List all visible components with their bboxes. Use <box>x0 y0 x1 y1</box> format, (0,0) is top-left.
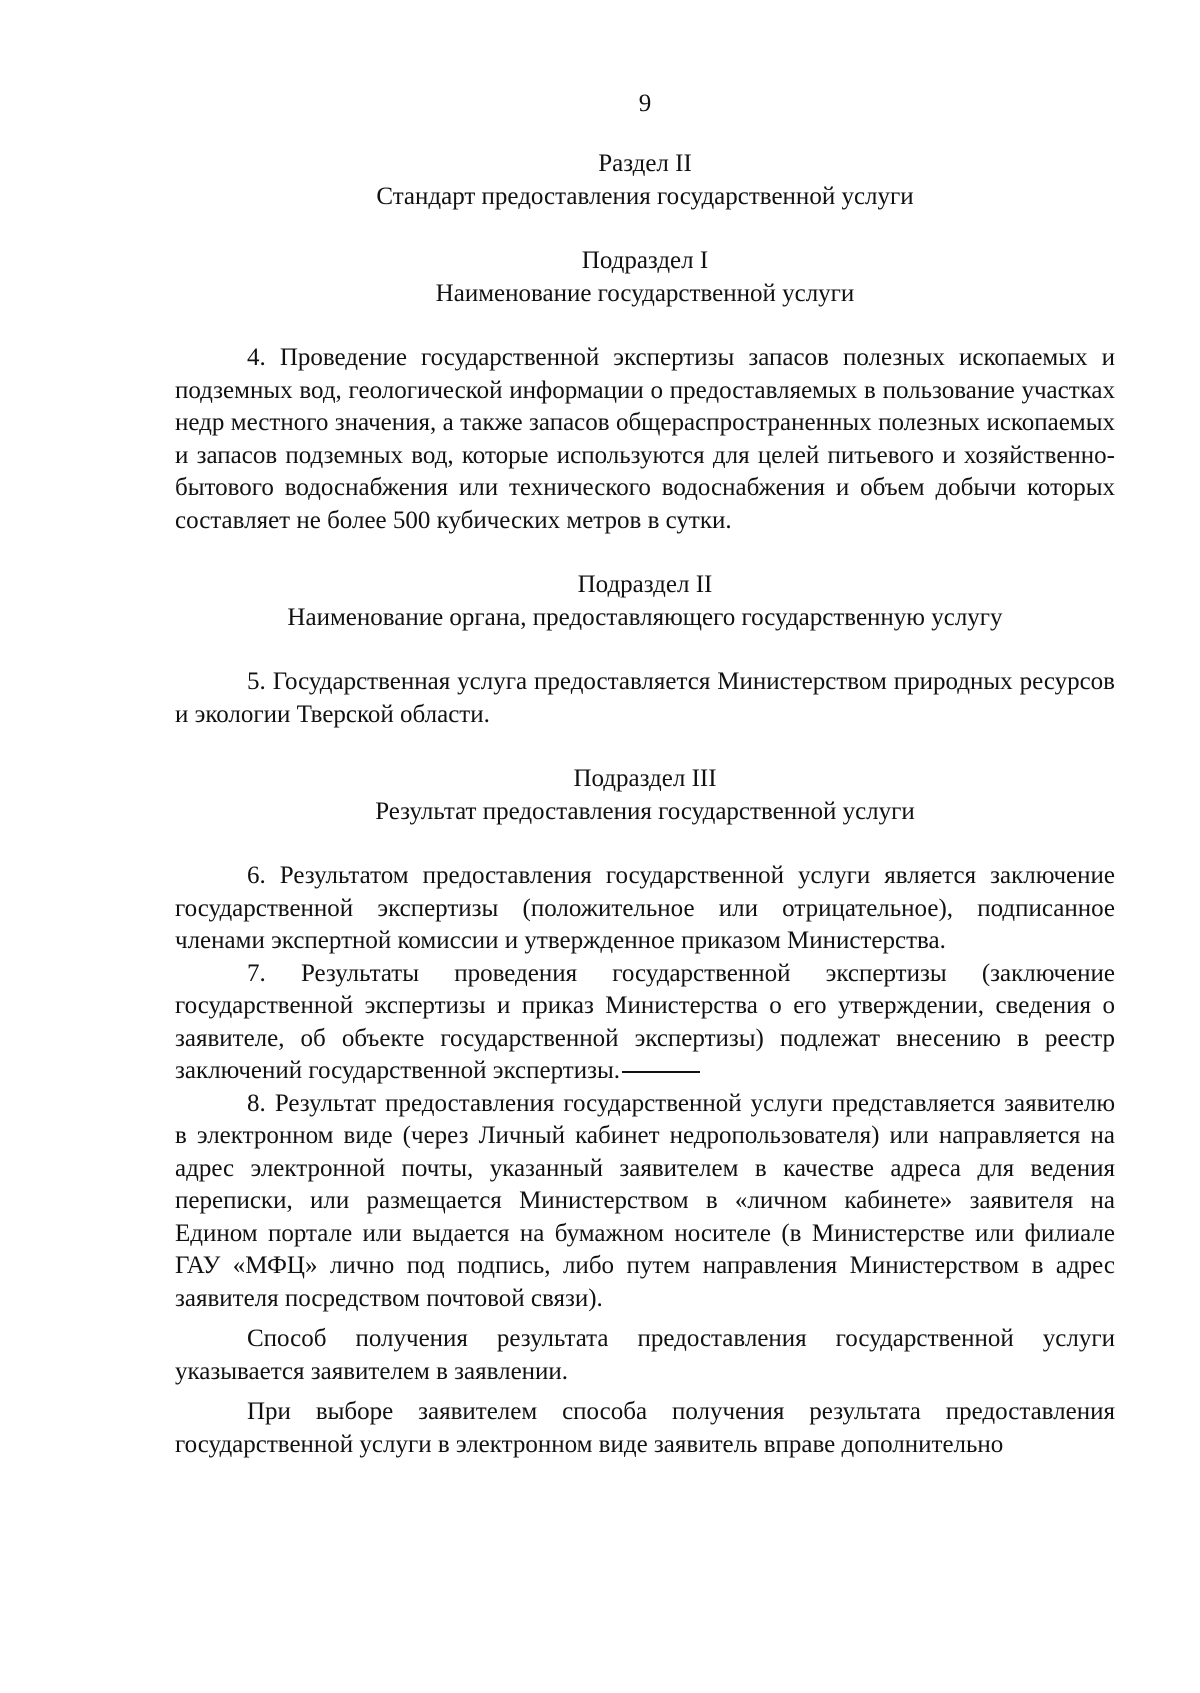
subsection-subtitle: Результат предоставления государственной услуги <box>375 797 915 825</box>
paragraph-5: 5. Государственная услуга предоставляется Министерством природных ресурсов и экологии Тверской области. <box>175 668 1115 728</box>
subsection-heading-3 <box>175 763 1115 828</box>
document-body <box>175 148 1115 1461</box>
subsection-subtitle: Наименование государственной услуги <box>435 279 855 307</box>
section-title: Раздел II <box>598 150 692 177</box>
page-number: 9 <box>638 90 652 117</box>
subsection-subtitle: Наименование органа, предоставляющего государственную услугу <box>287 603 1003 631</box>
line-filler-dash <box>622 1071 700 1073</box>
paragraph-7 <box>175 958 1115 1088</box>
section-heading <box>175 148 1115 213</box>
paragraph-6: 6. Результатом предоставления государственной услуги является заключение государственной экспертизы (положительное или отрицательное), подписанное членами экспертной комиссии и утвержденное приказом Министерства. <box>175 862 1115 954</box>
paragraph-4: 4. Проведение государственной экспертизы запасов полезных ископаемых и подземных вод, геологической информации о предоставляемых в пользование участках недр местного значения, а также запасов общераспространенных полезных ископаемых и запасов подземных вод, которые используются для целей питьевого и хозяйственно-бытового водоснабжения или технического водоснабжения и объем добычи которых составляет не более 500 кубических метров в сутки. <box>175 344 1115 534</box>
subsection-heading-1 <box>175 245 1115 310</box>
subsection-title: Подраздел II <box>577 571 713 598</box>
subsection-heading-2 <box>175 569 1115 634</box>
paragraph-method: Способ получения результата предоставления государственной услуги указывается заявителем в заявлении. <box>175 1325 1115 1385</box>
section-subtitle: Стандарт предоставления государственной услуги <box>376 182 914 210</box>
subsection-title: Подраздел I <box>581 247 709 274</box>
paragraph-electronic: При выборе заявителем способа получения результата предоставления государственной услуги в электронном виде заявитель вправе дополнительно <box>175 1398 1115 1458</box>
subsection-title: Подраздел III <box>573 765 717 792</box>
paragraph-7-text: 7. Результаты проведения государственной экспертизы (заключение государственной экспертизы и приказ Министерства о его утверждении, сведения о заявителе, об объекте государственной экспертизы) подлежат внесению в реестр заключений государственной экспертизы. <box>175 959 1115 1084</box>
paragraph-8: 8. Результат предоставления государственной услуги представляется заявителю в электронном виде (через Личный кабинет недропользователя) или направляется на адрес электронной почты, указанный заявителем в качестве адреса для ведения переписки, или размещается Министерством в «личном кабинете» заявителя на Едином портале или выдается на бумажном носителе (в Министерстве или филиале ГАУ «МФЦ» лично под подпись, либо путем направления Министерством в адрес заявителя посредством почтовой связи). <box>175 1089 1115 1312</box>
